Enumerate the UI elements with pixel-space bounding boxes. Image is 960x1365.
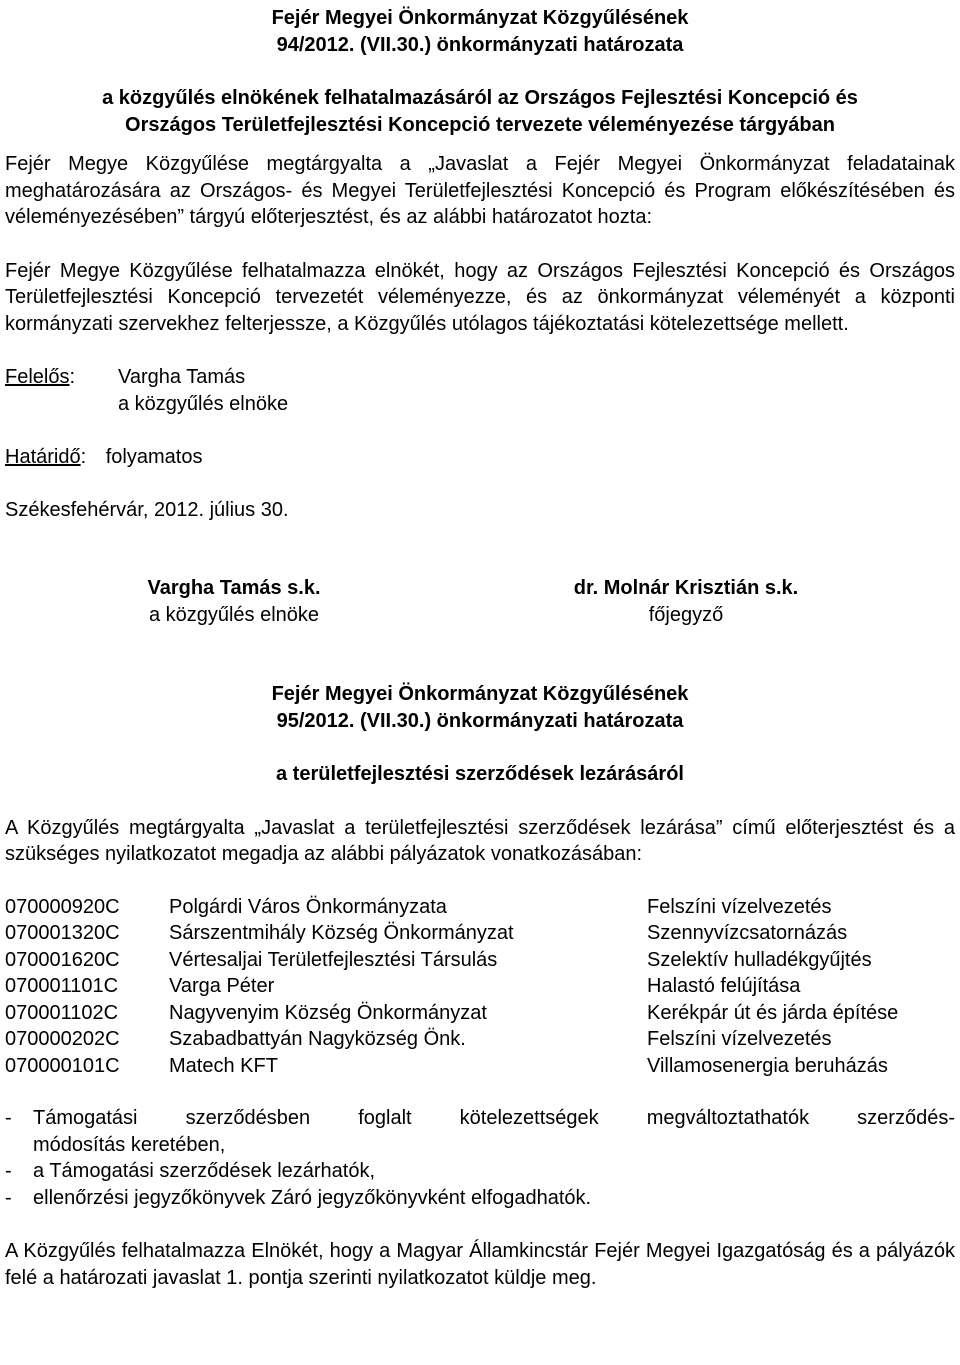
res94-decision: Fejér Megye Közgyűlése felhatalmazza elnökét, hogy az Országos Fejlesztési Koncepció és Országos Területfejlesztési Koncepció tervezetét véleményezze, és az önkormányzat véleményét a központi kormányzati szervekhez felterjessze, a Közgyűlés utólagos tájékoztatási kötelezettsége mellett. — [5, 259, 955, 335]
res94-deadline — [5, 444, 955, 471]
bullet1-line2: módosítás keretében, — [33, 1133, 226, 1156]
res95-bullets — [5, 1105, 955, 1211]
deadline-label: Határidő — [5, 446, 81, 468]
project-code: 070001620C — [5, 948, 120, 971]
sign-right-role: főjegyző — [648, 603, 724, 626]
project-purpose: Szelektív hulladékgyűjtés — [647, 948, 872, 971]
place-date: Székesfehérvár, 2012. július 30. — [5, 498, 289, 521]
project-name: Vértesaljai Területfejlesztési Társulás — [169, 948, 498, 971]
project-code: 070000101C — [5, 1054, 120, 1077]
signatures — [5, 575, 955, 628]
bullet-item — [5, 1185, 955, 1212]
res95-title — [5, 681, 955, 734]
sign-left-name: Vargha Tamás s.k. — [147, 577, 321, 599]
project-row — [5, 894, 898, 921]
project-code: 070000202C — [5, 1028, 120, 1050]
bullet-dash: - — [5, 1186, 12, 1209]
project-purpose: Szennyvízcsatornázás — [647, 922, 848, 944]
responsible-role: a közgyűlés elnöke — [118, 392, 289, 415]
res95-intro: A Közgyűlés megtárgyalta „Javaslat a területfejlesztési szerződések lezárása” című előterjesztést és a szükséges nyilatkozatot megadja az alábbi pályázatok vonatkozásában: — [5, 816, 955, 865]
sign-left-role: a közgyűlés elnöke — [148, 603, 320, 626]
project-name: Szabadbattyán Nagyközség Önk. — [169, 1028, 466, 1050]
project-name: Sárszentmihály Község Önkormányzat — [169, 922, 514, 944]
project-row — [5, 1026, 898, 1053]
res95-subject: a területfejlesztési szerződések lezárásáról — [276, 763, 684, 785]
project-purpose: Felszíni vízelvezetés — [647, 895, 832, 918]
responsible-name: Vargha Tamás — [118, 366, 246, 388]
signature-left — [84, 575, 384, 628]
project-code: 070001101C — [5, 975, 119, 997]
project-purpose: Villamosenergia beruházás — [647, 1054, 888, 1077]
project-purpose: Kerékpár út és járda építése — [647, 1001, 899, 1024]
project-name: Polgárdi Város Önkormányzata — [169, 895, 447, 918]
projects-table — [5, 894, 898, 1080]
res94-title — [5, 0, 955, 58]
res95-title-line1: Fejér Megyei Önkormányzat Közgyűlésének — [271, 683, 689, 705]
bullet-dash: - — [5, 1107, 12, 1129]
bullet3-text: ellenőrzési jegyzőkönyvek Záró jegyzőkönyvként elfogadhatók. — [33, 1186, 592, 1209]
res94-title-line1: Fejér Megyei Önkormányzat Közgyűlésének — [271, 7, 689, 29]
project-code: 070001102C — [5, 1001, 119, 1024]
res94-subject — [5, 85, 955, 138]
res94-subject-line1: a közgyűlés elnökének felhatalmazásáról az Országos Fejlesztési Koncepció és — [102, 87, 858, 109]
project-code: 070000920C — [5, 895, 120, 918]
project-name: Nagyvenyim Község Önkormányzat — [169, 1001, 487, 1024]
project-row — [5, 1000, 898, 1027]
project-row — [5, 947, 898, 974]
res95-closing: A Közgyűlés felhatalmazza Elnökét, hogy a Magyar Államkincstár Fejér Megyei Igazgatóság és a pályázók felé a határozati javaslat 1. pontja szerinti nyilatkozatot küldje meg. — [5, 1240, 955, 1289]
project-row — [5, 920, 898, 947]
res94-title-line2: 94/2012. (VII.30.) önkormányzati határozata — [276, 33, 684, 56]
sign-right-name: dr. Molnár Krisztián s.k. — [573, 577, 799, 599]
project-purpose: Felszíni vízelvezetés — [647, 1028, 832, 1050]
project-row — [5, 973, 898, 1000]
deadline-colon: : — [80, 446, 87, 468]
deadline-value: folyamatos — [105, 446, 203, 468]
res94-intro: Fejér Megye Közgyűlése megtárgyalta a „Javaslat a Fejér Megyei Önkormányzat feladatainak meghatározására az Országos- és Megyei Területfejlesztési Koncepció és Program előkészítésében és véleményezésében” tárgyú előterjesztést, és az alábbi határozatot hozta: — [5, 153, 955, 228]
project-name: Matech KFT — [169, 1054, 278, 1077]
res95-title-line2: 95/2012. (VII.30.) önkormányzati határozata — [276, 709, 684, 732]
responsible-label: Felelős — [5, 366, 70, 388]
project-code: 070001320C — [5, 922, 120, 944]
project-row — [5, 1053, 898, 1080]
bullet-item — [5, 1105, 955, 1158]
project-purpose: Halastó felújítása — [647, 975, 801, 997]
signature-right — [536, 575, 836, 628]
bullet1-line1: Támogatási szerződésben foglalt kötelezettségek megváltoztathatók szerződés- — [33, 1107, 955, 1129]
res94-responsible — [5, 364, 955, 417]
project-name: Varga Péter — [169, 975, 275, 997]
bullet-dash: - — [5, 1160, 12, 1182]
res94-subject-line2: Országos Területfejlesztési Koncepció tervezete véleményezése tárgyában — [125, 113, 835, 136]
bullet-item — [5, 1158, 955, 1185]
bullet2-text: a Támogatási szerződések lezárhatók, — [33, 1160, 376, 1182]
responsible-colon: : — [69, 366, 76, 388]
